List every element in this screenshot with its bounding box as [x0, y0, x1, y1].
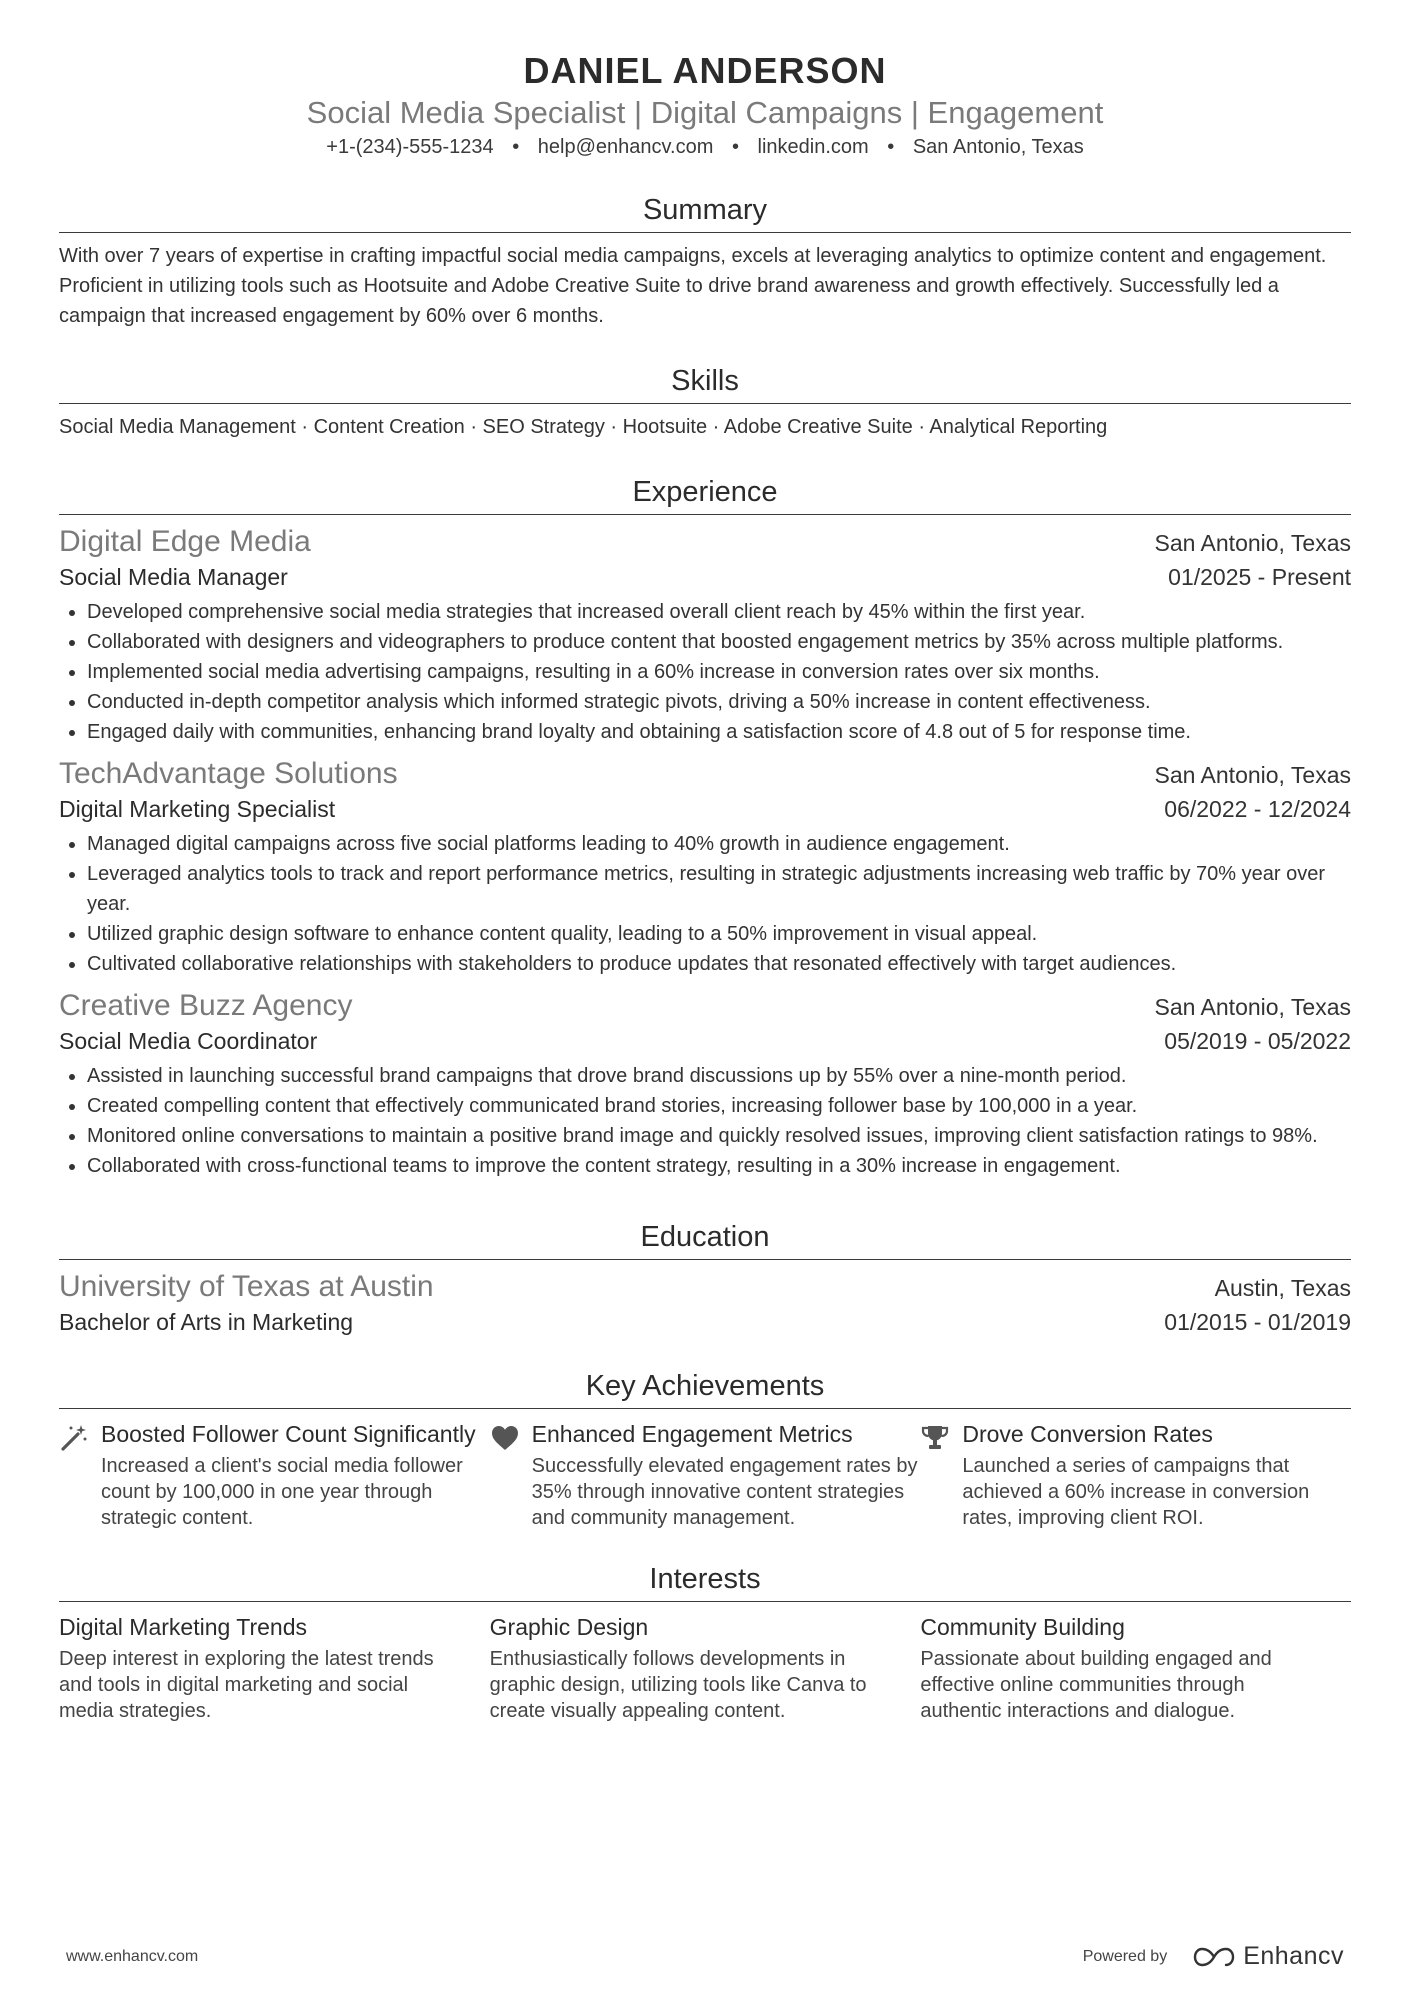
summary-text: With over 7 years of expertise in crafting impactful social media campaigns, excels at leveraging analytics to optimize content and engagement. Proficient in utilizing tools such as Hootsuite and Adobe Creative Suite to drive brand awareness and growth effectively. Successfully led a campaign that increased engagement by 60% over 6 months.	[59, 245, 1327, 327]
education-dates: 01/2015 - 01/2019	[1164, 1309, 1351, 1335]
interest-item	[490, 1612, 921, 1724]
phone-text: +1-(234)-555-1234	[326, 136, 494, 158]
section-divider	[59, 403, 1351, 404]
job-bullets	[59, 829, 1351, 979]
bullet-item: • Assisted in launching successful brand campaigns that drove brand discussions up by 55% over a nine-month period.	[87, 1061, 1351, 1091]
job-dates: 01/2025 - Present	[1168, 564, 1351, 590]
interest-desc: Enthusiastically follows developments in graphic design, utilizing tools like Canva to create visually appealing content.	[489, 1648, 867, 1722]
achievement-title: Drove Conversion Rates	[962, 1421, 1213, 1447]
candidate-name: DANIEL ANDERSON	[523, 50, 887, 91]
company-name: TechAdvantage Solutions	[59, 757, 398, 790]
section-title: Summary	[642, 194, 768, 226]
achievement-item	[920, 1419, 1351, 1531]
bullet-item: • Created compelling content that effectively communicated brand stories, increasing follower base by 100,000 in a year.	[87, 1091, 1351, 1121]
email-link[interactable]: help@enhancv.com	[537, 136, 714, 158]
degree: Bachelor of Arts in Marketing	[59, 1309, 354, 1335]
bullet-item: • Monitored online conversations to maintain a positive brand image and quickly resolved issues, improving client satisfaction ratings to 98%.	[87, 1121, 1351, 1151]
job-entry	[59, 755, 1351, 979]
bullet-item: • Conducted in-depth competitor analysis which informed strategic pivots, driving a 50% increase in content effectiveness.	[87, 687, 1351, 717]
achievement-title: Enhanced Engagement Metrics	[531, 1421, 853, 1447]
company-name: Creative Buzz Agency	[59, 989, 353, 1022]
interest-desc: Deep interest in exploring the latest trends and tools in digital marketing and social media strategies.	[59, 1648, 434, 1722]
bullet-item: • Managed digital campaigns across five social platforms leading to 40% growth in audience engagement.	[87, 829, 1351, 859]
job-location: San Antonio, Texas	[1154, 994, 1351, 1020]
footer-url-link[interactable]: www.enhancv.com	[66, 1947, 199, 1965]
section-divider	[59, 1601, 1351, 1602]
achievement-desc: Launched a series of campaigns that achieved a 60% increase in conversion rates, improving client ROI.	[962, 1455, 1310, 1529]
separator-dot: •	[731, 136, 739, 158]
linkedin-link[interactable]: linkedin.com	[757, 136, 869, 158]
section-divider	[59, 1408, 1351, 1409]
contact-line	[59, 134, 1351, 160]
interest-item	[59, 1612, 490, 1724]
powered-by-label: Powered by	[1082, 1947, 1168, 1965]
achievement-title: Boosted Follower Count Significantly	[101, 1421, 476, 1447]
interest-title: Digital Marketing Trends	[59, 1614, 307, 1640]
bullet-item: • Cultivated collaborative relationships with stakeholders to produce updates that resonated effectively with target audiences.	[87, 949, 1351, 979]
job-location: San Antonio, Texas	[1154, 530, 1351, 556]
achievement-desc: Successfully elevated engagement rates by 35% through innovative content strategies and community management.	[531, 1455, 918, 1529]
bullet-item: • Implemented social media advertising campaigns, resulting in a 60% increase in conversion rates over six months.	[87, 657, 1351, 687]
education-section	[59, 1219, 1351, 1338]
section-title: Skills	[671, 365, 739, 397]
interest-desc: Passionate about building engaged and effective online communities through authentic interactions and dialogue.	[920, 1648, 1272, 1722]
bullet-item: • Utilized graphic design software to enhance content quality, leading to a 50% improvement in visual appeal.	[87, 919, 1351, 949]
company-name: Digital Edge Media	[59, 525, 311, 558]
section-divider	[59, 1259, 1351, 1260]
separator-dot: •	[512, 136, 520, 158]
section-title: Key Achievements	[585, 1370, 825, 1402]
section-divider	[59, 514, 1351, 515]
section-title: Education	[640, 1221, 770, 1253]
job-dates: 06/2022 - 12/2024	[1164, 796, 1351, 822]
location-text: San Antonio, Texas	[912, 136, 1084, 158]
job-role: Social Media Manager	[59, 564, 288, 590]
job-role: Digital Marketing Specialist	[59, 796, 336, 822]
heart-icon	[490, 1419, 532, 1531]
bullet-item: • Developed comprehensive social media strategies that increased overall client reach by 45% within the first year.	[87, 597, 1351, 627]
enhancv-logo-icon	[1193, 1945, 1235, 1969]
interest-title: Community Building	[920, 1614, 1125, 1640]
page-footer	[66, 1942, 1344, 1971]
magic-wand-icon	[59, 1419, 101, 1531]
school-name: University of Texas at Austin	[59, 1270, 434, 1303]
summary-section	[59, 192, 1351, 331]
achievements-section	[59, 1368, 1351, 1531]
achievement-desc: Increased a client's social media follower count by 100,000 in one year through strategic content.	[101, 1455, 463, 1529]
interests-section	[59, 1561, 1351, 1724]
section-title: Interests	[649, 1563, 761, 1595]
bullet-item: • Collaborated with designers and videographers to produce content that boosted engagement metrics by 35% across multiple platforms.	[87, 627, 1351, 657]
education-entry	[59, 1268, 1351, 1338]
headline: Social Media Specialist | Digital Campaigns | Engagement	[306, 95, 1104, 130]
experience-section	[59, 474, 1351, 1181]
skills-list: Social Media Management · Content Creation · SEO Strategy · Hootsuite · Adobe Creative Suite · Analytical Reporting	[59, 416, 1108, 438]
achievement-item	[59, 1419, 490, 1531]
section-divider	[59, 232, 1351, 233]
brand-name: Enhancv	[1243, 1942, 1344, 1970]
skills-section	[59, 363, 1351, 442]
achievement-item	[490, 1419, 921, 1531]
bullet-item: • Leveraged analytics tools to track and report performance metrics, resulting in strategic adjustments increasing web traffic by 70% year over year.	[87, 859, 1351, 919]
interest-title: Graphic Design	[489, 1614, 649, 1640]
enhancv-logo[interactable]	[1193, 1942, 1344, 1971]
section-title: Experience	[632, 476, 778, 508]
trophy-icon	[920, 1419, 962, 1531]
resume-header	[59, 50, 1351, 160]
separator-dot: •	[887, 136, 895, 158]
job-entry	[59, 987, 1351, 1181]
job-role: Social Media Coordinator	[59, 1028, 318, 1054]
bullet-item: • Collaborated with cross-functional teams to improve the content strategy, resulting in a 30% increase in engagement.	[87, 1151, 1351, 1181]
job-bullets	[59, 1061, 1351, 1181]
job-dates: 05/2019 - 05/2022	[1164, 1028, 1351, 1054]
footer-brand	[1083, 1942, 1344, 1971]
school-location: Austin, Texas	[1214, 1275, 1351, 1301]
interest-item	[920, 1612, 1351, 1724]
bullet-item: • Engaged daily with communities, enhancing brand loyalty and obtaining a satisfaction score of 4.8 out of 5 for response time.	[87, 717, 1351, 747]
job-entry	[59, 523, 1351, 747]
job-bullets	[59, 597, 1351, 747]
job-location: San Antonio, Texas	[1154, 762, 1351, 788]
